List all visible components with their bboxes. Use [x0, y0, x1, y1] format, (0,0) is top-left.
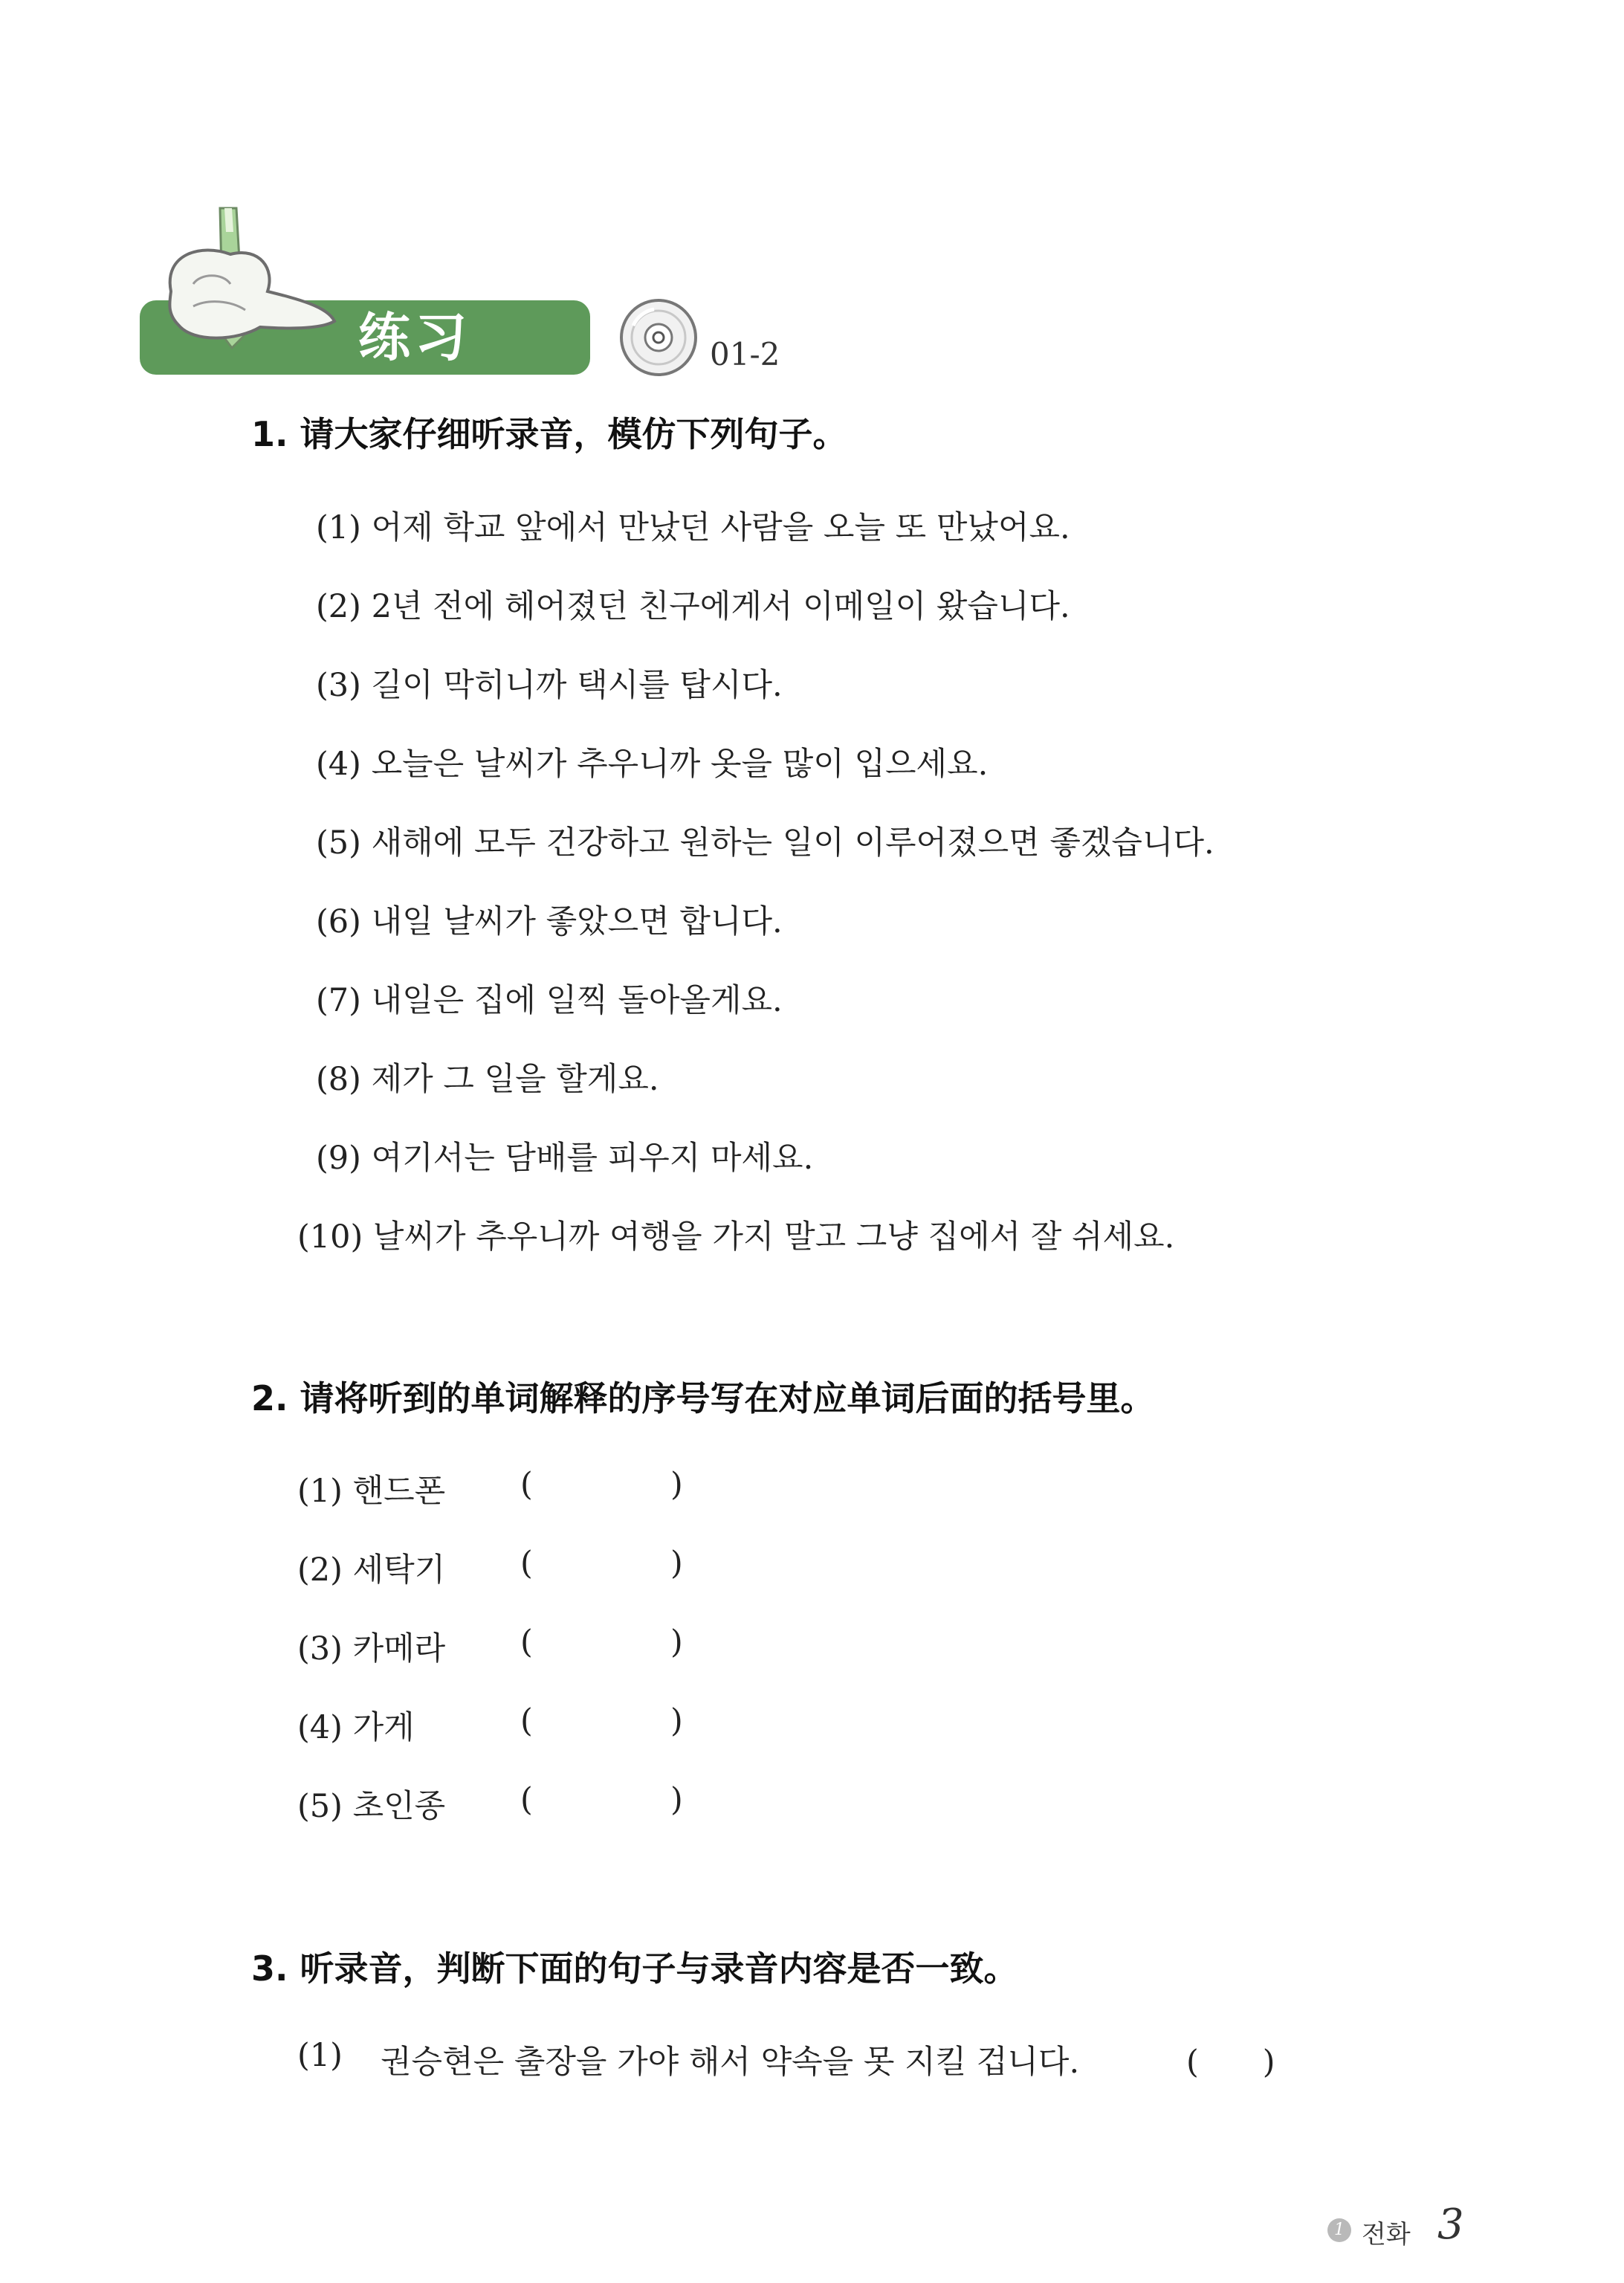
- sentence-item: (3) 길이 막히니까 택시를 탑시다.: [316, 667, 783, 704]
- chapter-number-badge: 1: [1327, 2218, 1351, 2242]
- answer-paren-close[interactable]: ): [670, 1466, 683, 1503]
- word-item-label: (5) 초인종: [297, 1788, 446, 1825]
- chapter-label: 전화: [1362, 2220, 1411, 2250]
- sentence-item: (6) 내일 날씨가 좋았으면 합니다.: [316, 903, 783, 940]
- answer-paren-close[interactable]: ): [670, 1624, 683, 1661]
- sentence-item: (5) 새해에 모두 건강하고 원하는 일이 이루어졌으면 좋겠습니다.: [316, 824, 1214, 862]
- answer-paren-open[interactable]: (: [520, 1466, 533, 1503]
- sentence-item: (8) 제가 그 일을 할게요.: [316, 1061, 659, 1098]
- answer-paren-close[interactable]: ): [670, 1545, 683, 1582]
- sentence-item: (10) 날씨가 추우니까 여행을 가지 말고 그냥 집에서 잘 쉬세요.: [297, 1218, 1175, 1256]
- exercise-1-title: 1. 请大家仔细听录音，模仿下列句子。: [251, 414, 847, 454]
- answer-paren-open[interactable]: (: [520, 1702, 533, 1740]
- answer-paren-open[interactable]: (: [520, 1545, 533, 1582]
- word-item-label: (1) 핸드폰: [297, 1473, 446, 1510]
- answer-paren-close[interactable]: ): [670, 1781, 683, 1818]
- sentence-item: (7) 내일은 집에 일찍 돌아올게요.: [316, 982, 783, 1019]
- answer-paren-open[interactable]: (: [520, 1624, 533, 1661]
- true-false-answer-paren[interactable]: ( ): [1186, 2044, 1275, 2081]
- sentence-item: (9) 여기서는 담배를 피우지 마세요.: [316, 1140, 814, 1177]
- word-item-label: (3) 카메라: [297, 1630, 446, 1667]
- exercise-2-title: 2. 请将听到的单词解释的序号写在对应单词后面的括号里。: [251, 1378, 1155, 1418]
- sentence-item: (2) 2년 전에 헤어졌던 친구에게서 이메일이 왔습니다.: [316, 588, 1070, 625]
- statement-number: (1): [297, 2037, 343, 2074]
- word-item-label: (2) 세탁기: [297, 1551, 446, 1589]
- statement-text: 권승현은 출장을 가야 해서 약속을 못 지킬 겁니다.: [381, 2044, 1080, 2081]
- page-number: 3: [1437, 2200, 1464, 2249]
- exercise-3-title: 3. 听录音，判断下面的句子与录音内容是否一致。: [251, 1948, 1018, 1989]
- cd-icon[interactable]: [617, 296, 700, 379]
- answer-paren-open[interactable]: (: [520, 1781, 533, 1818]
- audio-track-number: 01-2: [710, 336, 780, 372]
- answer-paren-close[interactable]: ): [670, 1702, 683, 1740]
- word-item-label: (4) 가게: [297, 1709, 415, 1746]
- sentence-item: (1) 어제 학교 앞에서 만났던 사람을 오늘 또 만났어요.: [316, 509, 1070, 546]
- sentence-item: (4) 오늘은 날씨가 추우니까 옷을 많이 입으세요.: [316, 746, 989, 783]
- section-title-practice: 练习: [358, 307, 471, 368]
- hand-pen-icon: [149, 202, 342, 358]
